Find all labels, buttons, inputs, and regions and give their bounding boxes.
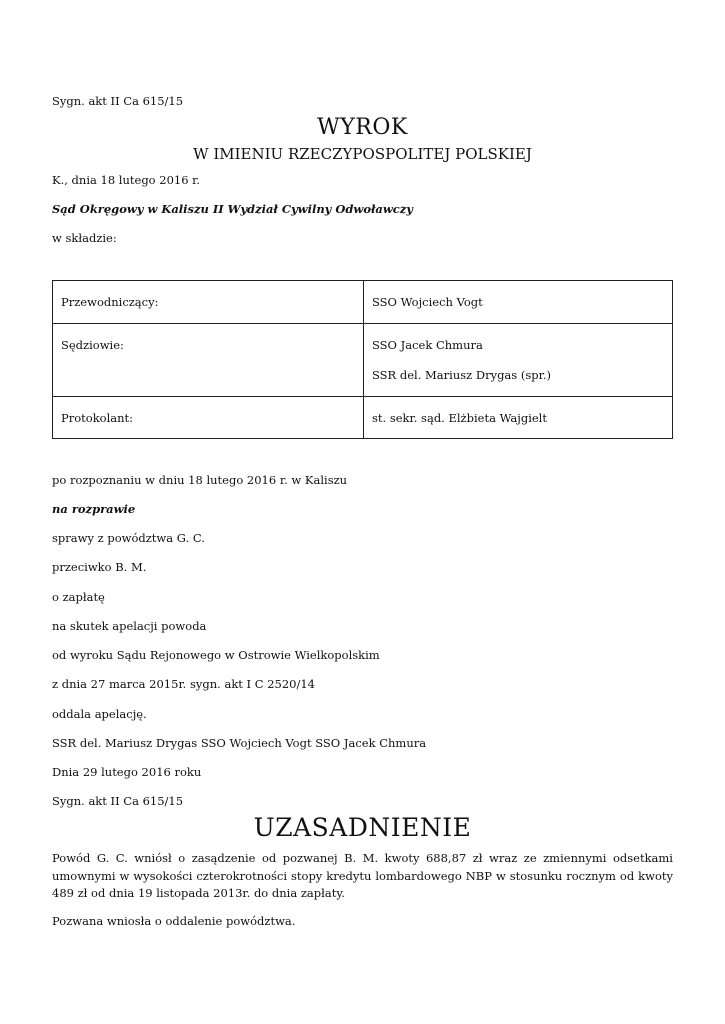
body-line-5: o zapłatę [52, 590, 105, 604]
body-line-10: SSR del. Mariusz Drygas SSO Wojciech Vogt SSO Jacek Chmura [52, 736, 427, 750]
justification-paragraph-2: Pozwana wniosła o oddalenie powództwa. [52, 914, 296, 928]
judges-label-cell [53, 324, 364, 397]
court-name: Sąd Okręgowy w Kaliszu II Wydział Cywilny Odwoławczy [52, 202, 413, 216]
body-line-3: sprawy z powództwa G. C. [52, 531, 205, 545]
chair-label: Przewodniczący: [61, 295, 159, 309]
body-line-4: przeciwko B. M. [52, 560, 147, 574]
case-signature-bottom: Sygn. akt II Ca 615/15 [52, 794, 184, 808]
document-subtitle: W IMIENIU RZECZYPOSPOLITEJ POLSKIEJ [193, 145, 532, 163]
judge-2: SSR del. Mariusz Drygas (spr.) [372, 368, 551, 382]
table-row [53, 324, 673, 397]
judge-1: SSO Jacek Chmura [372, 338, 483, 352]
body-line-1: po rozpoznaniu w dniu 18 lutego 2016 r. w Kaliszu [52, 473, 348, 487]
chair-value-cell [364, 281, 673, 324]
body-line-8: z dnia 27 marca 2015r. sygn. akt I C 2520/14 [52, 677, 315, 691]
justification-paragraph-1: Powód G. C. wniósł o zasądzenie od pozwanej B. M. kwoty 688,87 zł wraz ze zmiennymi odsetkami umownymi w wysokości czterokrotności stopy kredytu lombardowego NBP w stosunku rocznym od kwoty 489 zł od dnia 19 listopada 2013r. do dnia zapłaty. [52, 851, 673, 900]
court-panel-table [52, 280, 673, 439]
body-line-9: oddala apelację. [52, 707, 147, 721]
table-row [53, 397, 673, 439]
body-line-6: na skutek apelacji powoda [52, 619, 207, 633]
clerk-label: Protokolant: [61, 411, 134, 425]
body-line-7: od wyroku Sądu Rejonowego w Ostrowie Wielkopolskim [52, 648, 380, 662]
justification-title: UZASADNIENIE [253, 813, 472, 842]
body-line-11: Dnia 29 lutego 2016 roku [52, 765, 202, 779]
table-row [53, 281, 673, 324]
chair-value: SSO Wojciech Vogt [372, 295, 483, 309]
clerk-value: st. sekr. sąd. Elżbieta Wajgielt [372, 411, 547, 425]
clerk-value-cell [364, 397, 673, 439]
body-line-2: na rozprawie [52, 502, 136, 516]
case-signature-top: Sygn. akt II Ca 615/15 [52, 94, 184, 108]
chair-label-cell [53, 281, 364, 324]
document-title: WYROK [317, 115, 408, 140]
date-place: K., dnia 18 lutego 2016 r. [52, 173, 201, 187]
composition-label: w składzie: [52, 231, 117, 245]
clerk-label-cell [53, 397, 364, 439]
judges-value-cell [364, 324, 673, 397]
judges-label: Sędziowie: [61, 338, 124, 352]
